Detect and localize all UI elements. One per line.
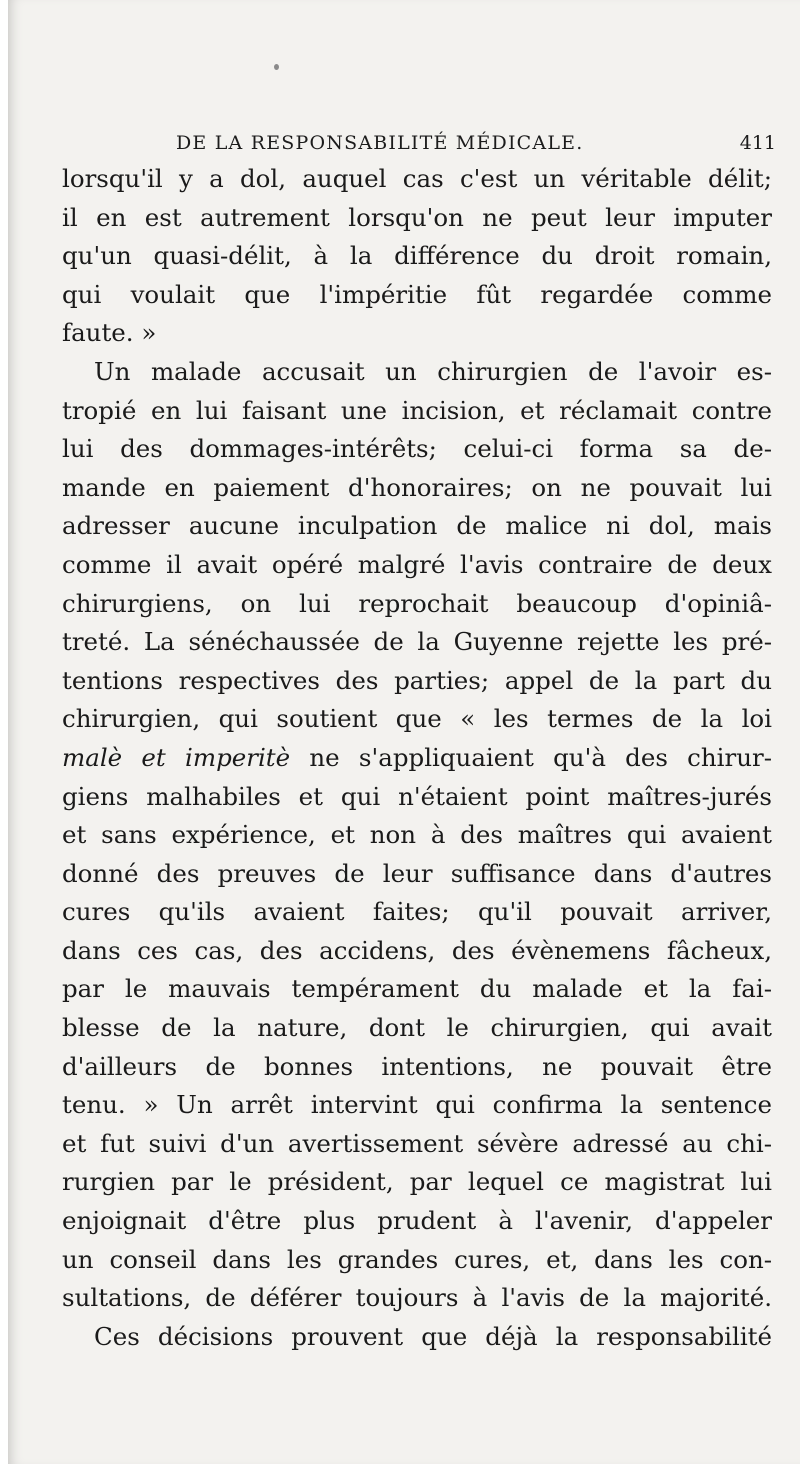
text-line-italic — [62, 739, 772, 778]
text-line: enjoignait d'être plus prudent à l'avenir, d'appeler — [62, 1206, 772, 1236]
text-line: tentions respectives des parties; appel de la part du — [62, 665, 772, 695]
page-number: 411 — [739, 132, 776, 154]
text-line: treté. La sénéchaussée de la Guyenne rejette les pré- — [62, 627, 772, 657]
text-line: un conseil dans les grandes cures, et, dans les con- — [62, 1244, 772, 1274]
text-line: donné des preuves de leur suffisance dans d'autres — [62, 858, 772, 888]
running-head — [176, 132, 776, 162]
text-line: lorsqu'il y a dol, auquel cas c'est un véritable délit; — [62, 164, 772, 193]
italic-phrase: malè et imperitè — [62, 742, 291, 772]
text-line: tenu. » Un arrêt intervint qui confirma la sentence — [62, 1090, 772, 1120]
text-line: d'ailleurs de bonnes intentions, ne pouvait être — [62, 1051, 772, 1081]
text-line: il en est autrement lorsqu'on ne peut leur imputer — [62, 202, 772, 232]
text-line: rurgien par le président, par lequel ce magistrat lui — [62, 1167, 772, 1197]
text-line: tropié en lui faisant une incision, et réclamait contre — [62, 395, 772, 425]
paragraph-first-line: Ces décisions prouvent que déjà la responsabilité — [94, 1321, 772, 1351]
text-line: comme il avait opéré malgré l'avis contraire de deux — [62, 549, 772, 579]
text-line: chirurgien, qui soutient que « les termes de la loi — [62, 704, 772, 734]
text-line-rest: ne s'appliquaient qu'à des chirur- — [309, 742, 772, 772]
text-line: par le mauvais tempérament du malade et la fai- — [62, 974, 772, 1004]
text-line: blesse de la nature, dont le chirurgien, qui avait — [62, 1013, 772, 1043]
text-line: cures qu'ils avaient faites; qu'il pouvait arriver, — [62, 897, 772, 927]
text-line: sultations, de déférer toujours à l'avis de la majorité. — [62, 1283, 772, 1313]
text-line: qu'un quasi-délit, à la différence du droit romain, — [62, 241, 772, 271]
body-text — [62, 160, 772, 1356]
text-line: giens malhabiles et qui n'étaient point maîtres-jurés — [62, 781, 772, 811]
text-line: chirurgiens, on lui reprochait beaucoup d'opiniâ- — [62, 588, 772, 618]
text-line: adresser aucune inculpation de malice ni dol, mais — [62, 511, 772, 541]
text-line: et fut suivi d'un avertissement sévère adressé au chi- — [62, 1128, 772, 1158]
text-line: qui voulait que l'impéritie fût regardée comme — [62, 279, 772, 309]
text-line: dans ces cas, des accidens, des évènemens fâcheux, — [62, 935, 772, 965]
paragraph-first-line: Un malade accusait un chirurgien de l'avoir es- — [94, 356, 772, 386]
text-line: et sans expérience, et non à des maîtres qui avaient — [62, 820, 772, 850]
text-line: faute. » — [62, 318, 157, 348]
book-page — [8, 0, 800, 1464]
ink-speck — [274, 64, 279, 70]
text-line: lui des dommages-intérêts; celui-ci forma sa de- — [62, 434, 772, 464]
running-title: DE LA RESPONSABILITÉ MÉDICALE. — [176, 132, 584, 154]
text-line: mande en paiement d'honoraires; on ne pouvait lui — [62, 472, 772, 502]
